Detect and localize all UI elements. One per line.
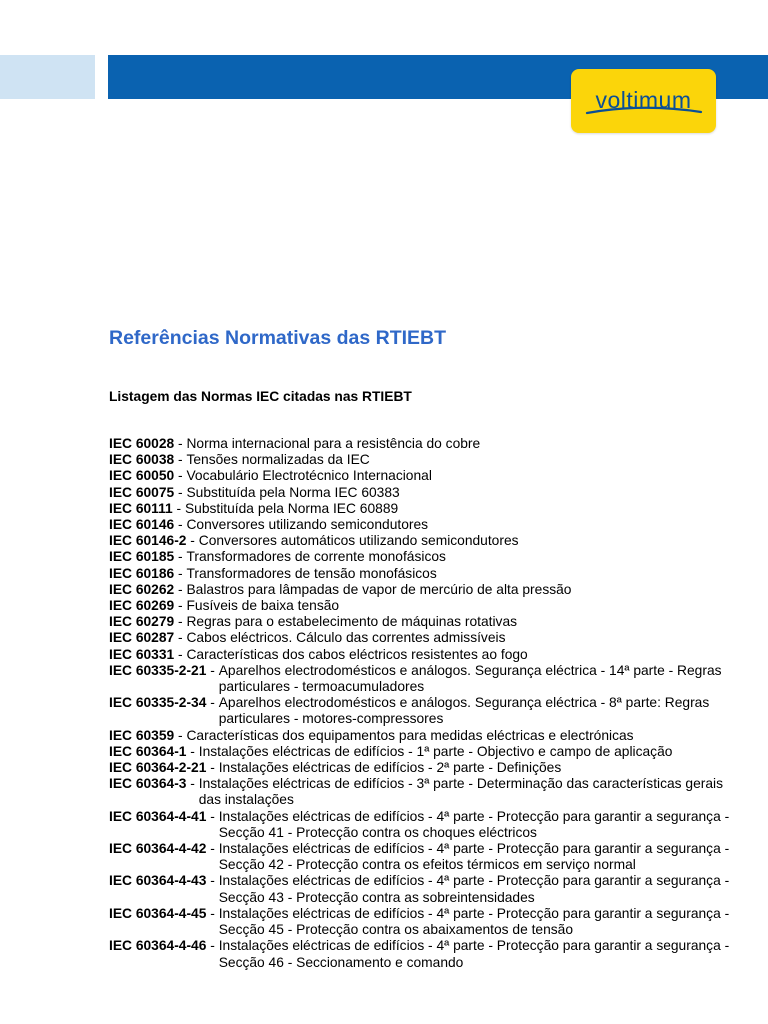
norm-description: Fusíveis de baixa tensão xyxy=(186,598,340,614)
norm-description: Instalações eléctricas de edifícios - 1ª parte - Objectivo e campo de aplicação xyxy=(198,743,673,759)
norm-description: Norma internacional para a resistência do cobre xyxy=(186,436,481,451)
norm-description: Instalações eléctricas de edifícios - 4ª parte - Protecção para garantir a segurança - Secção 43 - Protecção contra as sobreintensidades xyxy=(218,873,730,905)
norm-code: IEC 60331 xyxy=(109,646,175,662)
norm-separator: - xyxy=(186,743,199,759)
norm-description: Balastros para lâmpadas de vapor de mercúrio de alta pressão xyxy=(186,581,572,597)
norm-description: Instalações eléctricas de edifícios - 4ª parte - Protecção para garantir a segurança - Secção 45 - Protecção contra os abaixamentos de tensão xyxy=(218,905,730,938)
norm-description: Substituída pela Norma IEC 60889 xyxy=(184,500,399,516)
norm-item xyxy=(109,614,749,630)
norm-description: Características dos cabos eléctricos resistentes ao fogo xyxy=(186,646,528,662)
document-title: Referências Normativas das RTIEBT xyxy=(109,327,447,349)
norm-description: Substituída pela Norma IEC 60383 xyxy=(186,484,400,500)
norm-item xyxy=(109,452,749,468)
norm-code: IEC 60335-2-34 xyxy=(109,695,207,711)
norm-code: IEC 60279 xyxy=(109,614,175,630)
norm-item xyxy=(109,436,749,452)
norm-item xyxy=(109,663,749,695)
norm-description: Transformadores de tensão monofásicos xyxy=(186,565,437,581)
norm-code: IEC 60146 xyxy=(109,517,175,533)
norm-description: Cabos eléctricos. Cálculo das correntes admissíveis xyxy=(186,630,506,646)
norm-description: Regras para o estabelecimento de máquinas rotativas xyxy=(186,614,518,630)
norm-description: Tensões normalizadas da IEC xyxy=(186,452,370,468)
norm-description: Conversores utilizando semicondutores xyxy=(186,517,429,533)
norm-item xyxy=(109,728,749,744)
norm-separator: - xyxy=(206,841,219,857)
norm-separator: - xyxy=(174,452,187,468)
norm-code: IEC 60269 xyxy=(109,598,175,614)
norm-code: IEC 60146-2 xyxy=(109,533,187,549)
norm-item xyxy=(109,549,749,565)
norm-code: IEC 60335-2-21 xyxy=(109,662,207,678)
norm-item xyxy=(109,744,749,760)
norm-separator: - xyxy=(206,695,219,711)
norm-description: Transformadores de corrente monofásicos xyxy=(186,549,446,565)
norm-description: Conversores automáticos utilizando semicondutores xyxy=(198,533,519,549)
norm-item xyxy=(109,582,749,598)
header-band-light xyxy=(0,55,95,99)
norm-code: IEC 60262 xyxy=(109,581,175,597)
norm-code: IEC 60075 xyxy=(109,484,175,500)
norm-code: IEC 60364-1 xyxy=(109,743,187,759)
norm-item xyxy=(109,630,749,646)
norm-separator: - xyxy=(186,776,199,792)
norm-item xyxy=(109,501,749,517)
norm-item xyxy=(109,760,749,776)
norm-description: Instalações eléctricas de edifícios - 4ª parte - Protecção para garantir a segurança - Secção 42 - Protecção contra os efeitos térmicos em serviço normal xyxy=(218,841,730,873)
logo-text: voltimum xyxy=(595,87,692,113)
norm-separator: - xyxy=(186,533,199,549)
norm-item xyxy=(109,517,749,533)
norm-code: IEC 60028 xyxy=(109,436,175,451)
norm-description: Instalações eléctricas de edifícios - 4ª parte - Protecção para garantir a segurança - Secção 41 - Protecção contra os choques eléctricos xyxy=(218,808,730,840)
norm-item xyxy=(109,598,749,614)
norm-separator: - xyxy=(174,517,187,533)
voltimum-logo xyxy=(571,69,716,133)
norm-separator: - xyxy=(174,468,187,484)
norm-separator: - xyxy=(206,808,219,824)
norm-separator: - xyxy=(174,549,187,565)
norm-separator: - xyxy=(206,873,219,889)
norm-code: IEC 60287 xyxy=(109,630,175,646)
norm-separator: - xyxy=(206,905,219,921)
logo-swoosh-icon xyxy=(585,105,703,117)
norm-separator: - xyxy=(174,598,187,614)
norm-item xyxy=(109,873,749,905)
norm-item xyxy=(109,809,749,841)
norm-code: IEC 60364-4-42 xyxy=(109,841,207,857)
norm-separator: - xyxy=(174,646,187,662)
norm-code: IEC 60186 xyxy=(109,565,175,581)
norm-separator: - xyxy=(174,581,187,597)
norm-separator: - xyxy=(174,565,187,581)
norm-description: Aparelhos electrodomésticos e análogos. Segurança eléctrica - 8ª parte: Regras particulares - motores-compressores xyxy=(218,695,710,727)
norm-description: Instalações eléctricas de edifícios - 4ª parte - Protecção para garantir a segurança - Secção 46 - Seccionamento e comando xyxy=(218,938,730,970)
norm-description: Aparelhos electrodomésticos e análogos. Segurança eléctrica - 14ª parte - Regras particulares - termoacumuladores xyxy=(218,662,722,695)
norm-separator: - xyxy=(174,436,187,451)
norm-separator: - xyxy=(206,662,219,678)
norm-code: IEC 60364-2-21 xyxy=(109,760,207,776)
norms-list xyxy=(109,436,749,971)
norm-description: Instalações eléctricas de edifícios - 3ª parte - Determinação das características gerais das instalações xyxy=(198,776,723,808)
norm-description: Instalações eléctricas de edifícios - 2ª parte - Definições xyxy=(218,760,562,776)
norm-item xyxy=(109,566,749,582)
norm-separator: - xyxy=(172,500,185,516)
norm-item xyxy=(109,695,749,727)
norm-code: IEC 60359 xyxy=(109,727,175,743)
norm-code: IEC 60050 xyxy=(109,468,175,484)
norm-item xyxy=(109,906,749,938)
norm-separator: - xyxy=(174,630,187,646)
norm-separator: - xyxy=(174,484,187,500)
norm-item xyxy=(109,841,749,873)
norm-code: IEC 60364-3 xyxy=(109,776,187,792)
norm-code: IEC 60364-4-43 xyxy=(109,873,207,889)
norm-item xyxy=(109,468,749,484)
norm-item xyxy=(109,485,749,501)
norm-description: Vocabulário Electrotécnico Internacional xyxy=(186,468,432,484)
norm-separator: - xyxy=(174,614,187,630)
norm-description: Características dos equipamentos para medidas eléctricas e electrónicas xyxy=(186,727,634,743)
norm-separator: - xyxy=(206,938,219,954)
norm-code: IEC 60111 xyxy=(109,500,173,516)
norm-separator: - xyxy=(174,727,187,743)
norm-item xyxy=(109,647,749,663)
norm-item xyxy=(109,533,749,549)
norm-item xyxy=(109,776,749,808)
document-subtitle: Listagem das Normas IEC citadas nas RTIEBT xyxy=(109,389,412,404)
norm-code: IEC 60364-4-41 xyxy=(109,808,207,824)
norm-separator: - xyxy=(206,760,219,776)
norm-code: IEC 60185 xyxy=(109,549,175,565)
norm-code: IEC 60038 xyxy=(109,452,175,468)
norm-item xyxy=(109,938,749,970)
norm-code: IEC 60364-4-45 xyxy=(109,905,207,921)
norm-code: IEC 60364-4-46 xyxy=(109,938,207,954)
